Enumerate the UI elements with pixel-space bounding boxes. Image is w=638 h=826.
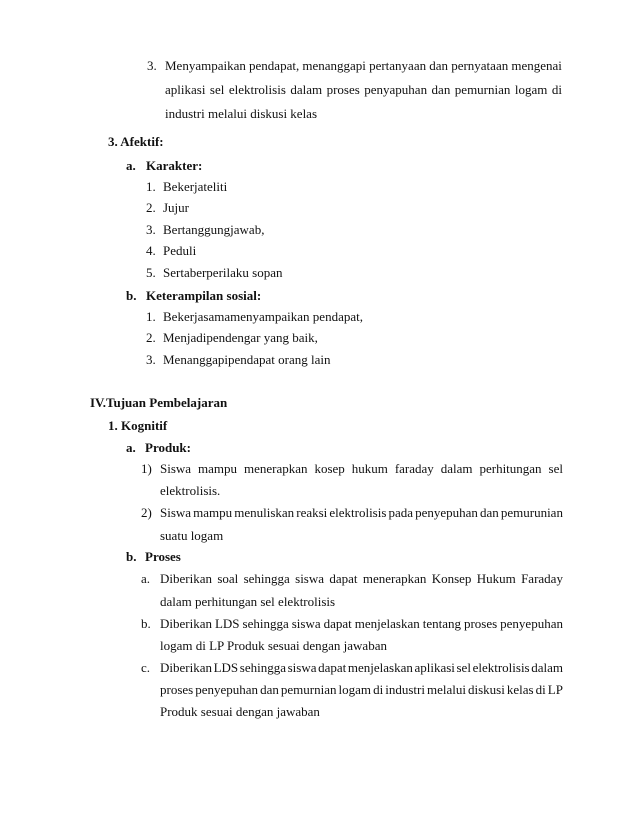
- word: Diberikan: [160, 571, 212, 586]
- sub-marker: b.: [126, 549, 137, 564]
- word: Diberikan: [160, 616, 212, 631]
- word: elektrolisis: [228, 82, 286, 97]
- list-item: Bekerjateliti: [163, 179, 228, 194]
- list-item: Jujur: [163, 200, 189, 215]
- paragraph-line: [165, 82, 562, 98]
- word: menerapkan: [362, 571, 427, 586]
- word: Faraday: [521, 571, 563, 586]
- word: dalam: [440, 461, 473, 476]
- word: perhitungan: [479, 461, 542, 476]
- paragraph-line: [160, 505, 563, 521]
- word: pernyataan: [451, 58, 509, 73]
- word: penyepuhan: [415, 505, 478, 520]
- word: hukum: [351, 461, 388, 476]
- word: diskusi: [468, 682, 505, 697]
- subsection-title-produk: Produk:: [145, 440, 191, 455]
- list-number: 3.: [146, 222, 156, 237]
- word: Konsep: [431, 571, 472, 586]
- list-number: 1): [141, 461, 152, 476]
- word: sel: [209, 82, 225, 97]
- list-number: 3.: [147, 58, 157, 73]
- list-number: 2): [141, 505, 152, 520]
- list-number: 1.: [146, 179, 156, 194]
- section-heading-tujuan: IV.Tujuan Pembelajaran: [90, 395, 228, 410]
- word: mengenai: [511, 58, 562, 73]
- word: dan: [431, 82, 451, 97]
- list-number: 3.: [146, 352, 156, 367]
- word: di: [373, 682, 384, 697]
- word: tentang: [422, 616, 461, 631]
- word: logam: [338, 682, 372, 697]
- word: Hukum: [476, 571, 516, 586]
- list-number: a.: [141, 571, 151, 586]
- list-number: 2.: [146, 330, 156, 345]
- word: sehingga: [243, 571, 290, 586]
- word: kelas: [506, 682, 534, 697]
- word: reaksi: [296, 505, 328, 520]
- word: Diberikan: [160, 660, 212, 675]
- word: dapat: [323, 616, 352, 631]
- word: logam: [514, 82, 548, 97]
- sub-marker: a.: [126, 440, 136, 455]
- word: menjelaskan: [347, 660, 413, 675]
- word: Siswa: [160, 461, 192, 476]
- paragraph-line: [160, 461, 563, 477]
- word: pemurnian: [280, 682, 337, 697]
- word: soal: [217, 571, 239, 586]
- subsection-title-karakter: Karakter:: [146, 158, 203, 173]
- list-number: c.: [141, 660, 151, 675]
- word: LP: [547, 682, 563, 697]
- list-number: 5.: [146, 265, 156, 280]
- word: dan: [480, 505, 499, 520]
- paragraph-line: Produk sesuai dengan jawaban: [160, 704, 320, 719]
- list-number: 1.: [146, 309, 156, 324]
- word: di: [535, 682, 546, 697]
- word: aplikasi: [414, 660, 455, 675]
- paragraph-line: logam di LP Produk sesuai dengan jawaban: [160, 638, 387, 653]
- word: LDS: [214, 616, 240, 631]
- word: mampu: [193, 505, 233, 520]
- word: siswa: [291, 616, 321, 631]
- word: dan: [429, 58, 449, 73]
- paragraph-line: [165, 58, 562, 74]
- word: LDS: [213, 660, 239, 675]
- list-item: Bekerjasamamenyampaikan pendapat,: [163, 309, 363, 324]
- word: Siswa: [160, 505, 192, 520]
- word: pertanyaan: [369, 58, 427, 73]
- word: menerapkan: [243, 461, 308, 476]
- sub-marker: a.: [126, 158, 136, 173]
- list-number: 2.: [146, 200, 156, 215]
- word: mampu: [198, 461, 238, 476]
- paragraph-line: industri melalui diskusi kelas: [165, 106, 318, 121]
- word: faraday: [394, 461, 434, 476]
- word: siswa: [287, 660, 317, 675]
- word: dan: [260, 682, 279, 697]
- list-number: 4.: [146, 243, 156, 258]
- paragraph-line: elektrolisis.: [160, 483, 221, 498]
- word: dapat: [318, 660, 347, 675]
- word: pemurunian: [500, 505, 563, 520]
- word: penyapuhan: [364, 82, 428, 97]
- word: elektrolisis: [472, 660, 530, 675]
- word: pendapat,: [249, 58, 300, 73]
- word: dalam: [290, 82, 323, 97]
- paragraph-line: [160, 571, 563, 587]
- word: aplikasi: [165, 82, 206, 97]
- paragraph-line: [160, 660, 563, 676]
- paragraph-line: [160, 616, 563, 632]
- word: dapat: [329, 571, 358, 586]
- word: menjelaskan: [354, 616, 420, 631]
- word: di: [551, 82, 562, 97]
- paragraph-line: [160, 682, 563, 698]
- sub-marker: b.: [126, 288, 137, 303]
- word: penyepuhan: [195, 682, 259, 697]
- list-item: Menanggapipendapat orang lain: [163, 352, 331, 367]
- word: kosep: [314, 461, 345, 476]
- list-item: Menjadipendengar yang baik,: [163, 330, 318, 345]
- word: sehingga: [242, 616, 289, 631]
- list-number: b.: [141, 616, 151, 631]
- word: elektrolisis: [329, 505, 387, 520]
- word: dalam: [531, 660, 563, 675]
- word: pada: [388, 505, 414, 520]
- word: sehingga: [239, 660, 286, 675]
- word: menuliskan: [234, 505, 295, 520]
- word: proses: [160, 682, 194, 697]
- paragraph-line: dalam perhitungan sel elektrolisis: [160, 594, 336, 609]
- subsection-title-sosial: Keterampilan sosial:: [146, 288, 262, 303]
- section-heading-kognitif: 1. Kognitif: [108, 418, 168, 433]
- list-item: Sertaberperilaku sopan: [163, 265, 283, 280]
- subsection-title-proses: Proses: [145, 549, 181, 564]
- word: proses: [463, 616, 498, 631]
- word: melalui: [426, 682, 466, 697]
- word: sel: [456, 660, 471, 675]
- section-heading-afektif: 3. Afektif:: [108, 134, 164, 149]
- word: Menyampaikan: [165, 58, 246, 73]
- word: sel: [548, 461, 563, 476]
- word: proses: [326, 82, 360, 97]
- word: industri: [385, 682, 425, 697]
- word: menanggapi: [302, 58, 366, 73]
- word: penyepuhan: [500, 616, 563, 631]
- list-item: Peduli: [163, 243, 197, 258]
- list-item: Bertanggungjawab,: [163, 222, 265, 237]
- word: pemurnian: [454, 82, 511, 97]
- word: siswa: [295, 571, 325, 586]
- paragraph-line: suatu logam: [160, 528, 224, 543]
